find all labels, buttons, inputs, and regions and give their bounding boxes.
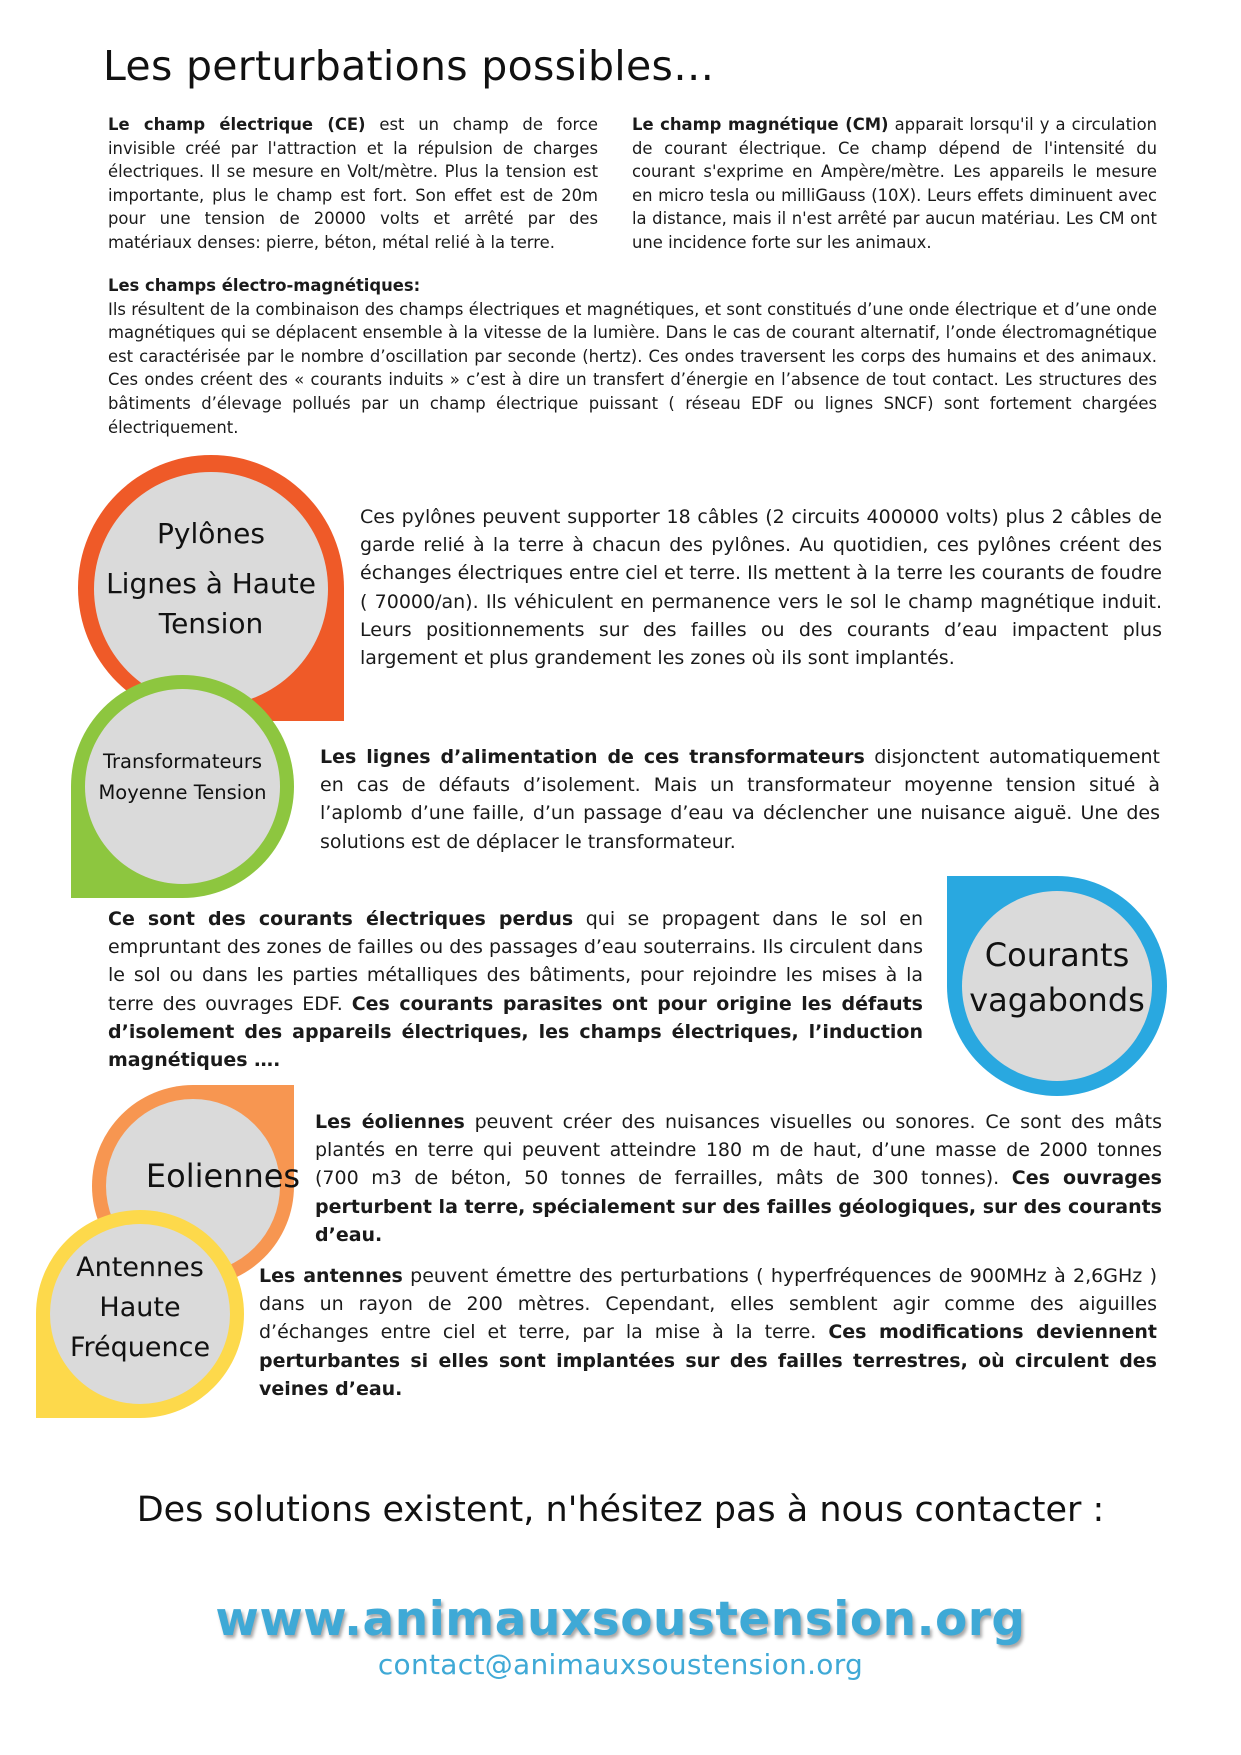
transfo-lead: Les lignes d’alimentation de ces transformateurs bbox=[320, 746, 865, 768]
antennes-circle bbox=[50, 1224, 230, 1404]
website-link[interactable]: www.animauxsoustension.org bbox=[215, 1592, 1026, 1647]
ce-text: est un champ de force invisible créé par l'attraction et la répulsion de charges électriques. Il se mesure en Volt/mètre. Plus la tension est importante, plus le champ est fort. Son effet est de 20m pour une tension de 20000 volts et arrêté par des matériaux denses: pierre, béton, métal relié à la terre. bbox=[108, 115, 598, 252]
antennes-label-3: Fréquence bbox=[69, 1332, 211, 1363]
antennes-text: peuvent émettre des perturbations ( hyperfréquences de 900MHz à 2,6GHz ) dans un rayon de 200 mètres. Cependant, elles semblent agir comme des aiguilles d’échanges entre ciel et terre, par la mise à la terre. bbox=[259, 1265, 1158, 1344]
transfo-text: disjonctent automatiquement en cas de défauts d’isolement. Mais un transformateur moyenne tension situé à l’aplomb d’une faille, d’un passage d’eau va déclencher une nuisance aiguë. Une des solutions est de déplacer le transformateur. bbox=[320, 746, 1160, 853]
page-title: Les perturbations possibles… bbox=[103, 42, 715, 90]
transfo-label-2: Moyenne Tension bbox=[98, 780, 267, 804]
eoliennes-label: Eoliennes bbox=[145, 1157, 301, 1195]
vagabonds-label-2: vagabonds bbox=[969, 981, 1145, 1019]
cm-lead: Le champ magnétique (CM) bbox=[632, 115, 889, 134]
email-link[interactable]: contact@animauxsoustension.org bbox=[377, 1648, 864, 1681]
vagabonds-paragraph bbox=[108, 905, 923, 1074]
cem-text: Ils résultent de la combinaison des champs électriques et magnétiques, et sont constitués d’une onde électrique et d’une onde magnétiques qui se déplacent ensemble à la vitesse de la lumière. Dans le cas de courant alternatif, l’onde électromagnétique est caractérisée par le nombre d’oscillation par seconde (hertz). Ces ondes traversent les corps des humains et des animaux. Ces ondes créent des « courants induits » c’est à dire un transfert d’énergie en l’absence de tout contact. Les structures des bâtiments d’élevage pollués par un champ électrique puissant ( réseau EDF ou lignes SNCF) sont fortement chargées électriquement. bbox=[108, 299, 1157, 437]
eoliennes-paragraph bbox=[315, 1108, 1162, 1249]
vagabonds-bold-end: Ces courants parasites ont pour origine les défauts d’isolement des appareils électriques, les champs électriques, l’induction magnétiques …. bbox=[108, 992, 923, 1072]
ce-lead: Le champ électrique (CE) bbox=[108, 115, 366, 134]
cm-text: apparait lorsqu'il y a circulation de courant électrique. Ce champ dépend de l'intensité du courant s'exprime en Ampère/mètre. Les appareils le mesure en micro tesla ou milliGauss (10X). Leurs effets diminuent avec la distance, mais il n'est arrêté par aucun matériau. Les CM ont une incidence forte sur les animaux. bbox=[632, 115, 1157, 252]
champ-electrique-paragraph bbox=[108, 113, 598, 255]
transfo-label-1: Transformateurs bbox=[102, 749, 263, 773]
pylones-label: Pylônes bbox=[157, 517, 265, 550]
eoliennes-lead: Les éoliennes bbox=[315, 1111, 465, 1133]
pylones-sublabel-2: Tension bbox=[158, 607, 264, 640]
eoliennes-bold-end: Ces ouvrages perturbent la terre, spécialement sur des failles géologiques, sur des courants d’eau. bbox=[315, 1167, 1162, 1246]
antennes-label-1: Antennes bbox=[76, 1252, 204, 1283]
vagabonds-label-1: Courants bbox=[984, 936, 1130, 974]
eoliennes-text: peuvent créer des nuisances visuelles ou sonores. Ce sont des mâts plantés en terre qui peuvent atteindre 180 m de haut, d’une masse de 2000 tonnes (700 m3 de béton, 50 tonnes de ferrailles, mâts de 300 tonnes). bbox=[315, 1111, 1162, 1190]
antennes-label-2: Haute bbox=[99, 1292, 181, 1323]
pylones-sublabel-1: Lignes à Haute bbox=[106, 567, 316, 600]
transfo-paragraph bbox=[320, 743, 1160, 856]
cem-heading: Les champs électro-magnétiques: bbox=[108, 276, 421, 295]
vagabonds-text: qui se propagent dans le sol en empruntant des zones de failles ou des passages d’eau souterrains. Ils circulent dans le sol ou dans les parties métalliques des bâtiments, pour rejoindre les mises à la terre des ouvrages EDF. bbox=[108, 908, 923, 1015]
antennes-paragraph bbox=[259, 1262, 1157, 1403]
contact-call-to-action: Des solutions existent, n'hésitez pas à nous contacter : bbox=[136, 1490, 1105, 1530]
champ-magnetique-paragraph bbox=[632, 113, 1157, 255]
pylones-paragraph: Ces pylônes peuvent supporter 18 câbles (2 circuits 400000 volts) plus 2 câbles de garde relié à la terre à chacun des pylônes. Au quotidien, ces pylônes créent des échanges électriques entre ciel et terre. Ils mettent à la terre les courants de foudre ( 70000/an). Ils véhiculent en permanence vers le sol le champ magnétique induit. Leurs positionnements sur des failles ou des courants d’eau impactent plus largement et plus grandement les zones où ils sont implantés. bbox=[360, 506, 1162, 670]
antennes-bold-end: Ces modifications deviennent perturbantes si elles sont implantées sur des failles terrestres, où circulent des veines d’eau. bbox=[259, 1321, 1157, 1400]
transfo-circle bbox=[85, 689, 280, 884]
vagabonds-circle bbox=[962, 891, 1152, 1081]
antennes-lead: Les antennes bbox=[259, 1265, 403, 1287]
vagabonds-lead: Ce sont des courants électriques perdus bbox=[108, 908, 574, 930]
pylones-circle bbox=[94, 472, 328, 706]
cem-section bbox=[108, 274, 1157, 439]
